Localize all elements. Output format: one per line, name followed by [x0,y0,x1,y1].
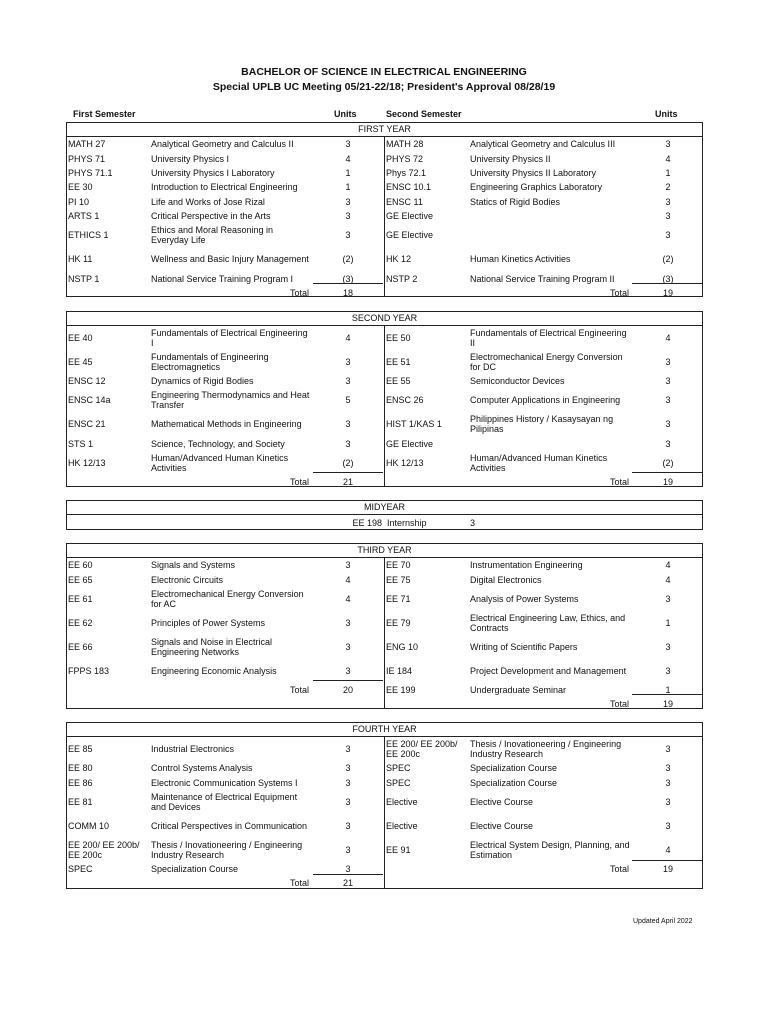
table-row [67,635,702,659]
course-title: Electromechanical Energy Conversion for AC [151,588,304,609]
total-units: 19 [662,476,673,487]
course-units: 3 [665,376,671,387]
course-title: Fundamentals of Electrical Engineering I [151,328,308,348]
course-code: EE 71 [386,593,411,604]
course-title: Specialization Course [470,777,558,788]
total-units: 21 [342,878,353,889]
course-code: Elective [386,820,418,831]
total-rule [313,874,383,875]
course-code: EE 66 [68,641,93,652]
course-title: Statics of Rigid Bodies [470,196,561,207]
second-year-table [66,311,703,487]
total-label: Total [609,699,629,710]
course-units: 4 [345,333,351,343]
course-units: 3 [345,796,351,807]
course-title: Critical Perspectives in Communication [151,820,308,831]
course-title: National Service Training Program I [151,273,294,284]
table-row [67,737,702,761]
course-units: (2) [662,457,674,468]
course-title: Writing of Scientific Papers [470,641,578,652]
course-title: Mathematical Methods in Engineering [151,419,302,430]
course-code: EE 198 [352,518,382,528]
section-title: FIRST YEAR [67,123,702,137]
course-units: 3 [665,763,671,774]
total-row [67,683,702,697]
course-code: EE 70 [386,560,411,571]
course-units: 3 [345,560,351,571]
total-label: Total [609,287,629,298]
total-units: 19 [662,699,673,710]
course-code: EE 86 [68,777,93,788]
course-code: PHYS 71.1 [68,167,113,178]
course-units: 3 [665,395,671,406]
course-units: 3 [345,820,351,831]
table-row [67,790,702,814]
table-row [67,862,702,876]
course-code: EE 60 [68,560,93,571]
table-row [67,350,702,374]
table-row [67,374,702,388]
total-rule [313,472,383,473]
course-units: (3) [662,273,674,284]
course-units: 3 [345,419,351,430]
course-code: EE 62 [68,617,93,628]
units-header-1: Units [334,109,357,119]
course-title: Signals and Noise in Electrical Engineering Networks [151,636,273,657]
course-units: (2) [342,457,354,468]
course-code: ENSC 14a [68,395,111,406]
total-units: 18 [342,287,353,298]
course-units: 3 [345,617,351,628]
course-title: Computer Applications in Engineering [470,395,621,406]
total-label: Total [289,287,309,298]
course-units: 4 [345,593,351,604]
units-header-2: Units [655,109,678,119]
course-code: EE 45 [68,357,93,367]
course-title: Engineering Graphics Laboratory [470,182,603,193]
table-row [67,515,702,531]
course-code: EE 81 [68,796,93,807]
table-row [67,761,702,775]
course-code: GE Elective [386,211,434,222]
course-code: ENSC 26 [386,395,424,406]
course-code: MATH 27 [68,139,106,150]
course-code: IE 184 [386,665,413,676]
table-row [67,166,702,180]
course-title: Analytical Geometry and Calculus III [470,139,616,150]
course-title: Engineering Thermodynamics and Heat Transfer [151,390,310,411]
course-title: Wellness and Basic Injury Management [151,254,309,265]
table-row [67,572,702,586]
course-code: EE 80 [68,763,93,774]
total-units: 19 [662,287,673,298]
course-code: EE 200/ EE 200b/ EE 200c [386,739,458,759]
first-semester-header: First Semester [73,109,136,119]
course-units: (2) [662,254,674,265]
updated-note: Updated April 2022 [633,918,693,925]
course-code: EE 200/ EE 200b/ EE 200c [68,839,140,860]
course-title: Signals and Systems [151,560,236,571]
total-label: Total [289,476,309,487]
total-rule [313,680,383,681]
third-year-table [66,543,703,709]
course-code: PHYS 71 [68,153,106,164]
total-row [67,876,702,890]
course-title: Elective Course [470,796,534,807]
course-units: (2) [342,254,354,265]
course-code: HK 12/13 [386,457,424,468]
course-units: 1 [665,684,671,695]
course-code: EE 75 [386,574,411,585]
course-units: 3 [345,196,351,207]
course-title [470,209,630,223]
total-row [67,475,702,489]
course-units: 3 [665,438,671,449]
course-code: SPEC [68,863,93,874]
course-title: University Physics II [470,153,551,164]
course-code: NSTP 1 [68,273,100,284]
course-title: Ethics and Moral Reasoning in Everyday Life [151,225,274,246]
course-units: 3 [345,438,351,449]
course-units: 3 [665,139,671,150]
course-units: 3 [345,744,351,754]
course-code: EE 61 [68,593,93,604]
course-title: Critical Perspective in the Arts [151,211,271,222]
course-units: 4 [665,333,671,343]
course-units: 3 [665,230,671,241]
total-rule [632,860,703,861]
course-title: Science, Technology, and Society [151,438,285,449]
table-row [67,137,702,151]
course-code: FPPS 183 [68,665,110,676]
course-units: 1 [665,167,671,178]
course-code: EE 199 [386,684,416,695]
table-row [67,558,702,572]
course-title: Dynamics of Rigid Bodies [151,376,254,387]
course-units: 4 [345,574,351,585]
total-row [67,697,702,711]
course-units: 3 [345,211,351,222]
course-title: Introduction to Electrical Engineering [151,182,298,193]
course-units: 3 [665,357,671,367]
course-title: Digital Electronics [470,574,542,585]
course-title: Engineering Economic Analysis [151,665,277,676]
table-row [67,775,702,789]
course-code: ENSC 21 [68,419,106,430]
course-title: Internship [387,518,427,528]
second-semester-header: Second Semester [386,109,462,119]
course-title: University Physics I [151,153,230,164]
course-code: HIST 1/KAS 1 [386,419,442,430]
course-code: Elective [386,796,418,807]
course-title: Fundamentals of Engineering Electromagnetics [151,352,269,372]
course-title: Analytical Geometry and Calculus II [151,139,294,150]
fourth-year-table [66,722,703,889]
course-units: 3 [345,777,351,788]
course-units: 4 [665,560,671,571]
course-units: 3 [665,419,671,430]
course-title: Principles of Power Systems [151,617,266,628]
course-title: Industrial Electronics [151,744,235,754]
table-row [67,247,702,271]
table-row [67,151,702,165]
course-units: 4 [665,153,671,164]
course-units: 1 [345,167,351,178]
section-title: FOURTH YEAR [67,723,702,737]
course-title: Control Systems Analysis [151,763,253,774]
course-units: 3 [470,518,476,528]
course-code: ENSC 11 [386,196,423,207]
table-row [67,326,702,350]
course-units: 3 [665,796,671,807]
course-units: 3 [345,139,351,150]
total-rule [632,283,703,284]
course-units: 4 [665,844,671,855]
table-row [67,611,702,635]
course-units: 3 [665,593,671,604]
total-label: Total [609,863,629,874]
course-code: SPEC [386,763,411,774]
course-code: STS 1 [68,438,94,449]
course-units: 3 [665,744,671,754]
total-label: Total [609,476,629,487]
course-code: EE 55 [386,376,411,387]
course-code: GE Elective [386,230,434,241]
table-row [67,814,702,838]
table-row [67,271,702,285]
course-code: COMM 10 [68,820,110,831]
course-title: Semiconductor Devices [470,376,565,387]
total-rule [632,472,703,473]
course-code: ENSC 12 [68,376,106,387]
table-row [67,451,702,475]
document-title: BACHELOR OF SCIENCE IN ELECTRICAL ENGINEERING [241,66,527,78]
course-units: 4 [345,153,351,164]
table-row [67,436,702,450]
course-code: SPEC [386,777,411,788]
course-title: Thesis / Inovationeering / Engineering Industry Research [470,739,622,759]
course-code: MATH 28 [386,139,424,150]
section-title: THIRD YEAR [67,544,702,558]
course-title: Maintenance of Electrical Equipment and Devices [151,791,298,812]
course-title: Electronic Communication Systems I [151,777,298,788]
table-row [67,587,702,611]
section-title: SECOND YEAR [67,312,702,326]
total-units: 20 [342,684,353,695]
table-row [67,838,702,862]
course-code: NSTP 2 [386,273,418,284]
course-code: EE 30 [68,182,93,193]
course-title: Instrumentation Engineering [470,560,583,571]
course-units: 3 [345,230,351,241]
course-units: 4 [665,574,671,585]
course-code: EE 91 [386,844,411,855]
course-units: 3 [345,641,351,652]
course-units: 2 [665,182,671,193]
first-year-table [66,122,703,297]
course-units: 3 [345,376,351,387]
course-title: Specialization Course [470,763,558,774]
course-code: ARTS 1 [68,211,100,222]
table-row [67,659,702,683]
course-title: University Physics II Laboratory [470,167,597,178]
course-title: University Physics I Laboratory [151,167,275,178]
course-title: Thesis / Inovationeering / Engineering Industry Research [151,839,303,860]
course-title: Human/Advanced Human Kinetics Activities [151,452,289,473]
table-row [67,388,702,412]
course-units: 3 [665,196,671,207]
course-units: 1 [345,182,351,193]
course-units: 3 [345,665,351,676]
total-label: Total [289,684,309,695]
section-title: MIDYEAR [67,501,702,515]
course-units: 3 [665,665,671,676]
total-units: 21 [342,476,353,487]
table-row [67,180,702,194]
course-units: 3 [345,763,351,774]
course-code: EE 51 [386,357,411,367]
course-code: EE 85 [68,744,93,754]
course-title: Electronic Circuits [151,574,224,585]
course-units: 5 [345,395,351,406]
course-title: Human Kinetics Activities [470,254,571,265]
course-code: PI 10 [68,196,90,207]
table-row [67,195,702,209]
document-subtitle: Special UPLB UC Meeting 05/21-22/18; President's Approval 08/28/19 [212,81,556,93]
course-title: Elective Course [470,820,534,831]
course-units: 3 [345,357,351,367]
course-code: EE 40 [68,333,93,343]
course-units: 3 [345,863,351,874]
course-units: 1 [665,617,671,628]
total-rule [632,694,703,695]
course-code: HK 12 [386,254,412,265]
total-units: 19 [662,863,673,874]
course-title: Life and Works of Jose Rizal [151,196,265,207]
course-title: Analysis of Power Systems [470,593,579,604]
course-code: HK 12/13 [68,457,106,468]
course-title: Undergraduate Seminar [470,684,567,695]
course-title: Electrical Engineering Law, Ethics, and Contracts [470,612,626,633]
total-label: Total [289,878,309,889]
course-code: EE 50 [386,333,411,343]
course-title: Fundamentals of Electrical Engineering II [470,328,627,348]
course-title [470,223,630,247]
midyear-table [66,500,703,530]
table-row [67,223,702,247]
course-code: ETHICS 1 [68,230,109,241]
course-units: 3 [665,777,671,788]
course-units: 3 [665,211,671,222]
course-title: Specialization Course [151,863,239,874]
table-row [67,209,702,223]
course-code: ENG 10 [386,641,419,652]
table-row [67,412,702,436]
course-title: Electromechanical Energy Conversion for DC [470,352,623,372]
course-title: Project Development and Management [470,665,627,676]
course-title: Philippines History / Kasaysayan ng Pilipinas [470,414,614,435]
course-code: EE 79 [386,617,411,628]
course-code: PHYS 72 [386,153,424,164]
course-title: Electrical System Design, Planning, and Estimation [470,839,630,860]
total-rule [313,283,383,284]
course-units: (3) [342,273,354,284]
total-row [67,286,702,300]
course-title: National Service Training Program II [470,273,615,284]
course-code: EE 65 [68,574,93,585]
course-code: Phys 72.1 [386,167,427,178]
course-units: 3 [665,820,671,831]
course-title [470,436,630,450]
course-title: Human/Advanced Human Kinetics Activities [470,452,608,473]
course-code: GE Elective [386,438,434,449]
course-code: ENSC 10.1 [386,182,432,193]
course-code: HK 11 [68,254,93,265]
course-units: 3 [345,844,351,855]
course-units: 3 [665,641,671,652]
